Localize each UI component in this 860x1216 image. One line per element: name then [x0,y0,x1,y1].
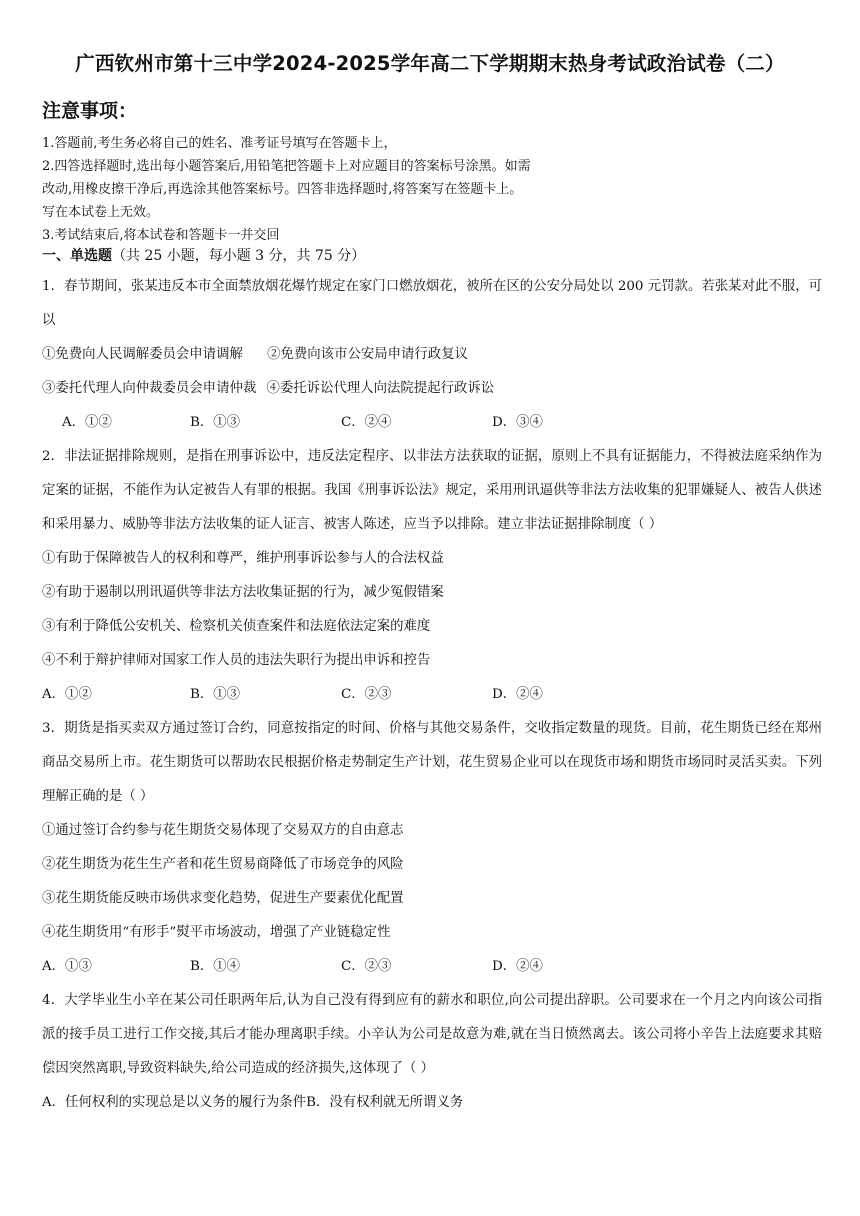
section-description: （共 25 小题，每小题 3 分，共 75 分） [112,248,366,264]
option-c[interactable]: C．②④ [341,415,392,430]
question-list [42,270,822,1120]
statement: ①有助于保障被告人的权利和尊严，维护刑事诉讼参与人的合法权益 [42,551,444,566]
answer-options [42,406,822,440]
statement: ③委托代理人向仲裁委员会申请仲裁 [42,381,257,396]
option-b[interactable]: B．①③ [190,415,241,430]
notice-heading: 注意事项： [42,100,138,122]
question-2 [42,440,822,712]
option-b[interactable]: B．没有权利就无所谓义务 [306,1095,464,1110]
notice-line: 1.答题前,考生务必将自己的姓名、准考证号填写在答题卡上， [42,136,397,151]
statement: ①通过签订合约参与花生期货交易体现了交易双方的自由意志 [42,823,404,838]
notice-block [42,132,822,247]
question-1 [42,270,822,440]
statement: ④花生期货用“有形手”熨平市场波动，增强了产业链稳定性 [42,925,391,940]
answer-options [42,678,822,712]
statement: ③花生期货能反映市场供求变化趋势，促进生产要素优化配置 [42,891,404,906]
section-heading [42,245,365,265]
option-c[interactable]: C．②③ [341,959,392,974]
exam-title: 广西钦州市第十三中学2024-2025学年高二下学期期末热身考试政治试卷（二） [75,52,785,75]
statement-row [42,338,822,372]
statement: ③有利于降低公安机关、检察机关侦查案件和法庭依法定案的难度 [42,619,431,634]
option-d[interactable]: D．③④ [492,415,543,430]
statement: ④委托诉讼代理人向法院提起行政诉讼 [266,381,495,396]
question-4 [42,984,822,1120]
question-3 [42,712,822,984]
option-a[interactable]: A．①② [42,687,92,702]
option-d[interactable]: D．②④ [492,959,543,974]
notice-line: 2.四答选择题时,选出每小题答案后,用铅笔把答题卡上对应题目的答案标号涂黑。如需 [42,159,531,174]
notice-line: 写在本试卷上无效。 [42,205,160,220]
option-d[interactable]: D．②④ [492,687,543,702]
question-stem: 2．非法证据排除规则，是指在刑事诉讼中，违反法定程序、以非法方法获取的证据，原则上不具有证据能力，不得被法庭采纳作为定案的证据，不能作为认定被告人有罪的根据。我国《刑事诉讼法》规定，采用刑讯逼供等非法方法收集的犯罪嫌疑人、被告人供述和采用暴力、威胁等非法方法收集的证人证言、被害人陈述，应当予以排除。建立非法证据排除制度（ ） [42,449,822,532]
notice-line: 3.考试结束后,将本试卷和答题卡一并交回 [42,228,280,243]
statement: ②花生期货为花生生产者和花生贸易商降低了市场竞争的风险 [42,857,404,872]
question-stem: 1．春节期间，张某违反本市全面禁放烟花爆竹规定在家门口燃放烟花，被所在区的公安分局处以 200 元罚款。若张某对此不服，可以 [42,279,822,328]
section-title: 一、单选题 [42,248,112,264]
question-stem: 4．大学毕业生小辛在某公司任职两年后,认为自己没有得到应有的薪水和职位,向公司提出辞职。公司要求在一个月之内向该公司指派的接手员工进行工作交接,其后才能办理离职手续。小辛认为公司是故意为难,就在当日愤然离去。该公司将小辛告上法庭要求其赔偿因突然离职,导致资料缺失,给公司造成的经济损失,这体现了（ ） [42,993,822,1076]
option-a[interactable]: A．①② [62,415,112,430]
option-a[interactable]: A．任何权利的实现总是以义务的履行为条件 [42,1095,307,1110]
question-stem: 3．期货是指买卖双方通过签订合约，同意按指定的时间、价格与其他交易条件，交收指定数量的现货。目前，花生期货已经在郑州商品交易所上市。花生期货可以帮助农民根据价格走势制定生产计划，花生贸易企业可以在现货市场和期货市场同时灵活买卖。下列理解正确的是（ ） [42,721,822,804]
notice-line: 改动,用橡皮擦干净后,再选涂其他答案标号。四答非选择题时,将答案写在签题卡上。 [42,182,523,197]
option-b[interactable]: B．①③ [190,687,241,702]
statement: ②免费向该市公安局申请行政复议 [267,347,468,362]
answer-options [42,950,822,984]
option-a[interactable]: A．①③ [42,959,92,974]
answer-options [42,1086,822,1120]
statement: ②有助于遏制以刑讯逼供等非法方法收集证据的行为，减少冤假错案 [42,585,444,600]
statement: ④不利于辩护律师对国家工作人员的违法失职行为提出申诉和控告 [42,653,431,668]
statement: ①免费向人民调解委员会申请调解 [42,347,243,362]
option-b[interactable]: B．①④ [190,959,241,974]
option-c[interactable]: C．②③ [341,687,392,702]
statement-row [42,372,822,406]
